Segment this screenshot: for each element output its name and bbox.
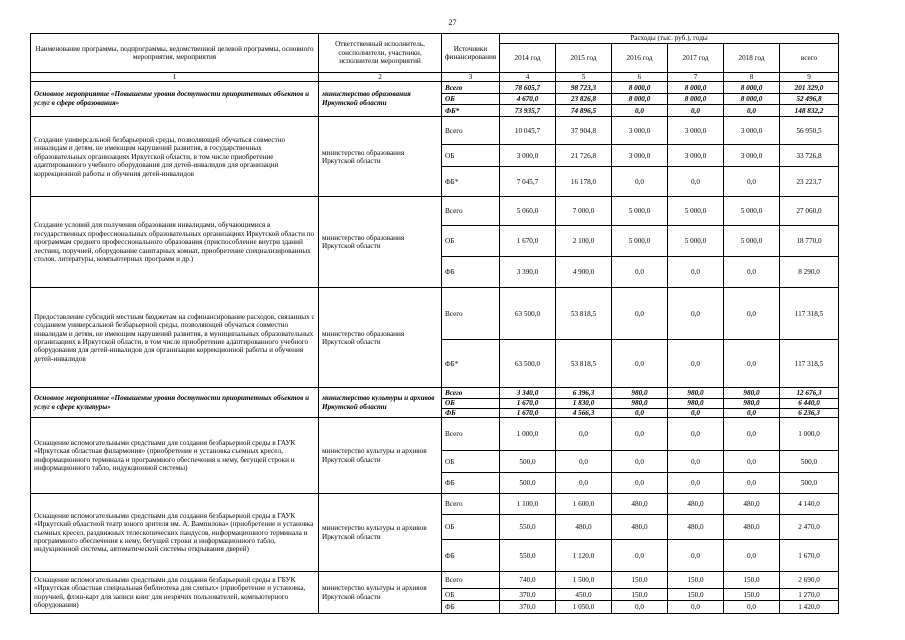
year-value: 0,0 (612, 601, 668, 614)
year-value: 1 050,0 (556, 601, 612, 614)
year-value: 0,0 (668, 288, 724, 340)
year-value: 2 100,0 (556, 226, 612, 257)
table-row (31, 572, 839, 589)
funding-source: Всего (442, 117, 500, 145)
year-value: 3 000,0 (612, 145, 668, 167)
total-value: 1 670,0 (780, 540, 839, 572)
year-value: 370,0 (500, 589, 556, 601)
year-value: 3 000,0 (724, 117, 780, 145)
funding-source: Всего (442, 572, 500, 589)
year-value: 8 000,0 (668, 82, 724, 94)
header-total: всего (780, 44, 839, 73)
table-body (31, 82, 839, 614)
year-value: 370,0 (500, 601, 556, 614)
header-col-number: 9 (780, 73, 839, 82)
header-col-number: 4 (500, 73, 556, 82)
year-value: 8 000,0 (612, 94, 668, 105)
header-year: 2016 год (612, 44, 668, 73)
year-value: 150,0 (668, 572, 724, 589)
year-value: 480,0 (556, 515, 612, 540)
year-value: 0,0 (724, 473, 780, 494)
year-value: 1 670,0 (500, 408, 556, 417)
total-value: 52 496,8 (780, 94, 839, 105)
year-value: 5 000,0 (668, 197, 724, 226)
total-value: 1 000,0 (780, 418, 839, 451)
total-value: 500,0 (780, 451, 839, 473)
total-value: 6 236,3 (780, 408, 839, 417)
header-col-number: 1 (31, 73, 319, 82)
year-value: 5 000,0 (612, 197, 668, 226)
year-value: 0,0 (668, 105, 724, 117)
year-value: 0,0 (668, 451, 724, 473)
year-value: 0,0 (556, 473, 612, 494)
year-value: 78 605,7 (500, 82, 556, 94)
year-value: 73 935,7 (500, 105, 556, 117)
year-value: 150,0 (612, 589, 668, 601)
total-value: 117 318,5 (780, 340, 839, 388)
funding-source: ФБ (442, 601, 500, 614)
year-value: 0,0 (612, 418, 668, 451)
header-col-number: 2 (319, 73, 442, 82)
year-value: 150,0 (612, 572, 668, 589)
year-value: 0,0 (668, 601, 724, 614)
header-col-number: 7 (668, 73, 724, 82)
year-value: 10 045,7 (500, 117, 556, 145)
funding-source: ФБ (442, 540, 500, 572)
year-value: 480,0 (612, 494, 668, 515)
year-value: 0,0 (612, 340, 668, 388)
executor: министерство культуры и архивов Иркутской области (319, 418, 442, 494)
funding-source: Всего (442, 288, 500, 340)
year-value: 0,0 (668, 167, 724, 197)
header-col-number: 8 (724, 73, 780, 82)
year-value: 1 000,0 (500, 418, 556, 451)
table-row (31, 418, 839, 451)
funding-source: ОБ (442, 451, 500, 473)
year-value: 3 000,0 (612, 117, 668, 145)
funding-source: Всего (442, 82, 500, 94)
activity-name: Основное мероприятие «Повышение уровня доступности приоритетных объектов и услуг в сфере культуры» (31, 388, 319, 418)
funding-source: ФБ* (442, 105, 500, 117)
year-value: 980,0 (724, 399, 780, 408)
total-value: 27 060,0 (780, 197, 839, 226)
year-value: 0,0 (668, 473, 724, 494)
header-col-number: 5 (556, 73, 612, 82)
total-value: 2 470,0 (780, 515, 839, 540)
year-value: 980,0 (668, 388, 724, 399)
year-value: 8 000,0 (724, 82, 780, 94)
funding-source: ОБ (442, 94, 500, 105)
year-value: 0,0 (724, 257, 780, 288)
year-value: 550,0 (500, 515, 556, 540)
header-col-number: 6 (612, 73, 668, 82)
year-value: 980,0 (612, 399, 668, 408)
year-value: 0,0 (724, 105, 780, 117)
budget-table (30, 33, 839, 614)
table-row (31, 197, 839, 226)
year-value: 53 818,5 (556, 288, 612, 340)
year-value: 980,0 (612, 388, 668, 399)
year-value: 0,0 (668, 540, 724, 572)
table-row (31, 117, 839, 145)
year-value: 63 500,0 (500, 288, 556, 340)
total-value: 148 832,2 (780, 105, 839, 117)
executor: министерство культуры и архивов Иркутской области (319, 388, 442, 418)
executor: министерство образования Иркутской области (319, 82, 442, 117)
header-year: 2017 год (668, 44, 724, 73)
year-value: 0,0 (612, 473, 668, 494)
year-value: 5 000,0 (612, 226, 668, 257)
table-row (31, 388, 839, 399)
year-value: 550,0 (500, 540, 556, 572)
year-value: 1 500,0 (556, 572, 612, 589)
year-value: 0,0 (724, 418, 780, 451)
header-year: 2018 год (724, 44, 780, 73)
funding-source: Всего (442, 197, 500, 226)
year-value: 500,0 (500, 473, 556, 494)
total-value: 1 420,0 (780, 601, 839, 614)
year-value: 1 120,0 (556, 540, 612, 572)
year-value: 6 396,3 (556, 388, 612, 399)
year-value: 8 000,0 (668, 94, 724, 105)
header-year: 2014 год (500, 44, 556, 73)
funding-source: ОБ (442, 515, 500, 540)
funding-source: Всего (442, 494, 500, 515)
year-value: 7 000,0 (556, 197, 612, 226)
year-value: 0,0 (612, 105, 668, 117)
year-value: 980,0 (668, 399, 724, 408)
year-value: 0,0 (724, 451, 780, 473)
year-value: 0,0 (724, 601, 780, 614)
header-executor: Ответственный исполнитель, соисполнители, участники, исполнители мероприятий (319, 34, 442, 73)
year-value: 980,0 (724, 388, 780, 399)
year-value: 23 826,8 (556, 94, 612, 105)
year-value: 500,0 (500, 451, 556, 473)
year-value: 150,0 (724, 589, 780, 601)
year-value: 63 500,0 (500, 340, 556, 388)
table-row (31, 82, 839, 94)
year-value: 1 830,0 (556, 399, 612, 408)
total-value: 6 440,0 (780, 399, 839, 408)
funding-source: ФБ (442, 473, 500, 494)
header-expenses: Расходы (тыс. руб.), годы (500, 34, 839, 44)
year-value: 1 670,0 (500, 226, 556, 257)
year-value: 0,0 (724, 540, 780, 572)
year-value: 0,0 (612, 167, 668, 197)
funding-source: ФБ (442, 257, 500, 288)
year-value: 37 904,8 (556, 117, 612, 145)
year-value: 1 100,0 (500, 494, 556, 515)
year-value: 0,0 (556, 418, 612, 451)
total-value: 12 676,3 (780, 388, 839, 399)
year-value: 4 566,3 (556, 408, 612, 417)
activity-name: Основное мероприятие «Повышение уровня доступности приоритетных объектов и услуг в сфере образования» (31, 82, 319, 117)
year-value: 3 390,0 (500, 257, 556, 288)
total-value: 23 223,7 (780, 167, 839, 197)
funding-source: ФБ* (442, 167, 500, 197)
year-value: 0,0 (556, 451, 612, 473)
year-value: 1 670,0 (500, 399, 556, 408)
year-value: 98 723,3 (556, 82, 612, 94)
year-value: 0,0 (612, 408, 668, 417)
funding-source: Всего (442, 418, 500, 451)
year-value: 21 726,8 (556, 145, 612, 167)
year-value: 480,0 (612, 515, 668, 540)
page-number: 27 (448, 18, 457, 27)
funding-source: Всего (442, 388, 500, 399)
funding-source: ФБ* (442, 340, 500, 388)
year-value: 0,0 (612, 540, 668, 572)
activity-name: Создание условий для получения образования инвалидами, обучающимися в государственных профессиональных образовательных организациях Иркутской области по программам среднего профессионального образования (приспособление внутри зданий лестниц, поручней, оборудование санитарных комнат, приобретение специализированных столов, литературы, компьютерных программ и др.) (31, 197, 319, 288)
year-value: 3 000,0 (500, 145, 556, 167)
total-value: 500,0 (780, 473, 839, 494)
total-value: 117 318,5 (780, 288, 839, 340)
year-value: 0,0 (724, 340, 780, 388)
header-source: Источники финансирования (442, 34, 500, 73)
year-value: 3 000,0 (668, 117, 724, 145)
year-value: 150,0 (668, 589, 724, 601)
executor: министерство образования Иркутской области (319, 117, 442, 197)
funding-source: ОБ (442, 145, 500, 167)
year-value: 480,0 (668, 515, 724, 540)
year-value: 0,0 (612, 257, 668, 288)
year-value: 1 600,0 (556, 494, 612, 515)
year-value: 7 045,7 (500, 167, 556, 197)
total-value: 33 726,8 (780, 145, 839, 167)
year-value: 3 000,0 (668, 145, 724, 167)
activity-name: Оснащение вспомогательными средствами для создания безбарьерной среды в ГАУК «Иркутский областной театр юного зрителя им. А. Вампилова» (приобретение и установка съемных кресел, раздвижных телескопических пандусов, информационного терминала и программного обеспечения к нему, бегущей строки и информационного табло, индукционной системы, автоматической системы открывания дверей) (31, 494, 319, 572)
year-value: 74 896,5 (556, 105, 612, 117)
year-value: 5 000,0 (668, 226, 724, 257)
table-row (31, 494, 839, 515)
header-col-number: 3 (442, 73, 500, 82)
executor: министерство образования Иркутской области (319, 197, 442, 288)
year-value: 4 900,0 (556, 257, 612, 288)
year-value: 3 340,0 (500, 388, 556, 399)
year-value: 5 000,0 (724, 226, 780, 257)
year-value: 3 000,0 (724, 145, 780, 167)
total-value: 201 329,0 (780, 82, 839, 94)
year-value: 480,0 (724, 494, 780, 515)
total-value: 4 140,0 (780, 494, 839, 515)
funding-source: ФБ (442, 408, 500, 417)
year-value: 5 000,0 (724, 197, 780, 226)
table-row (31, 288, 839, 340)
funding-source: ОБ (442, 226, 500, 257)
total-value: 2 690,0 (780, 572, 839, 589)
funding-source: ОБ (442, 589, 500, 601)
activity-name: Предоставление субсидий местным бюджетам на софинансирование расходов, связанных с созданием универсальной безбарьерной среды, позволяющей обучаться совместно инвалидам и детям, не имеющим нарушений развития, в муниципальных образовательных организациях в Иркутской области, в том числе приобретение адаптированного учебного оборудования для детей-инвалидов для организации коррекционной работы и обучения детей-инвалидов (31, 288, 319, 388)
year-value: 0,0 (668, 408, 724, 417)
year-value: 0,0 (724, 288, 780, 340)
year-value: 740,0 (500, 572, 556, 589)
header-name: Наименование программы, подпрограммы, ведомственной целевой программы, основного мероприятия, мероприятия (31, 34, 319, 73)
year-value: 16 178,0 (556, 167, 612, 197)
year-value: 0,0 (612, 288, 668, 340)
year-value: 0,0 (668, 340, 724, 388)
total-value: 18 770,0 (780, 226, 839, 257)
executor: министерство культуры и архивов Иркутской области (319, 494, 442, 572)
activity-name: Создание универсальной безбарьерной среды, позволяющей обучаться совместно инвалидам и детям, не имеющим нарушений развития, в государственных образовательных организациях Иркутской области, в том числе приобретение адаптированного учебного оборудования для детей-инвалидов для организации коррекционной работы и обучения детей-инвалидов (31, 117, 319, 197)
year-value: 480,0 (668, 494, 724, 515)
year-value: 0,0 (612, 451, 668, 473)
year-value: 8 000,0 (724, 94, 780, 105)
year-value: 150,0 (724, 572, 780, 589)
executor: министерство образования Иркутской области (319, 288, 442, 388)
year-value: 8 000,0 (612, 82, 668, 94)
year-value: 0,0 (668, 418, 724, 451)
year-value: 5 060,0 (500, 197, 556, 226)
total-value: 56 950,5 (780, 117, 839, 145)
year-value: 53 818,5 (556, 340, 612, 388)
total-value: 1 270,0 (780, 589, 839, 601)
year-value: 450,0 (556, 589, 612, 601)
activity-name: Оснащение вспомогательными средствами для создания безбарьерной среды в ГБУК «Иркутская областная специальная библиотека для слепых» (приобретение и установка, поручней, флэш-карт для записи книг для незрячих пользователей, компьютерного оборудования) (31, 572, 319, 614)
header-year: 2015 год (556, 44, 612, 73)
year-value: 4 670,0 (500, 94, 556, 105)
year-value: 0,0 (724, 167, 780, 197)
total-value: 8 290,0 (780, 257, 839, 288)
year-value: 480,0 (724, 515, 780, 540)
activity-name: Оснащение вспомогательными средствами для создания безбарьерной среды в ГАУК «Иркутская областная филармония» (приобретение и установка съемных кресел, информационного терминала и программного обеспечения к нему, бегущей строки и информационного табло, индукционной системы) (31, 418, 319, 494)
funding-source: ОБ (442, 399, 500, 408)
executor: министерство культуры и архивов Иркутской области (319, 572, 442, 614)
year-value: 0,0 (668, 257, 724, 288)
year-value: 0,0 (724, 408, 780, 417)
